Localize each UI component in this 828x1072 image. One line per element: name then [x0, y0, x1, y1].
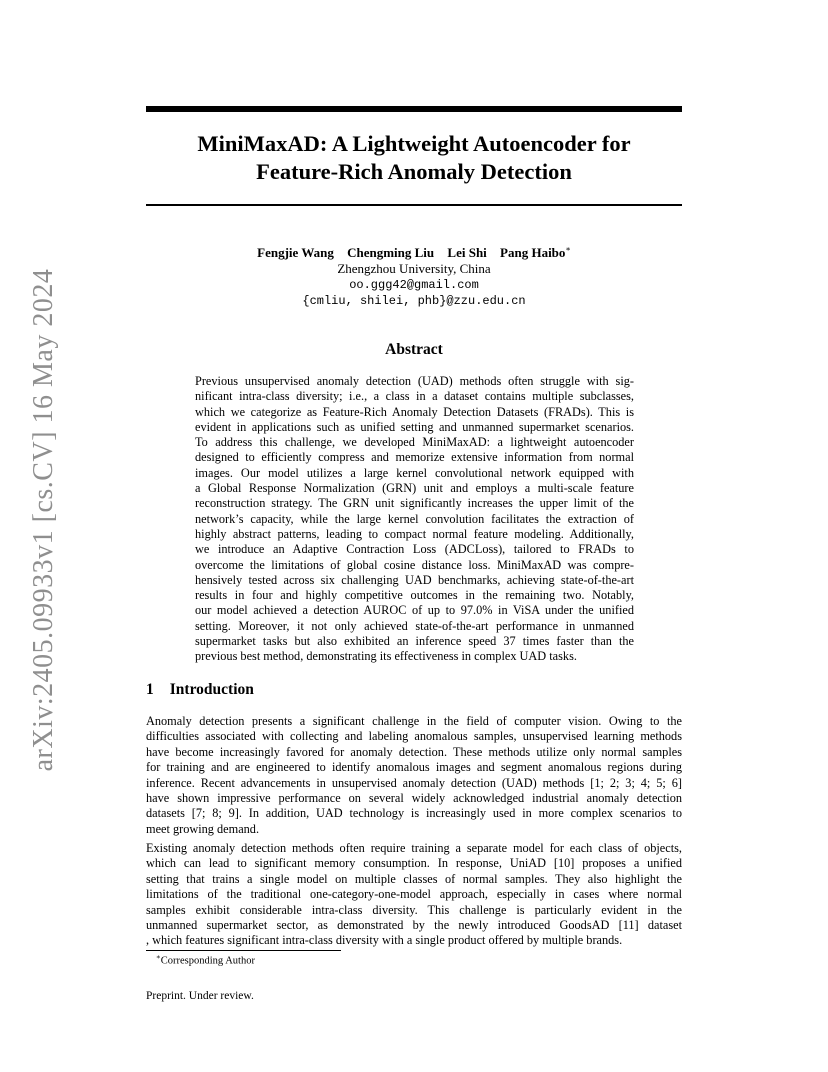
section-heading-introduction [146, 681, 254, 699]
section-number: 1 [146, 681, 154, 698]
text-line: have become increasingly favored for anomaly detection. These methods utilize only normal samples [146, 744, 682, 759]
text-line: hensively tested across six challenging UAD benchmarks, achieving state-of-the-art [195, 572, 634, 587]
footnote-rule [146, 950, 341, 951]
author-name: Fengjie Wang [257, 245, 334, 261]
author-names [146, 242, 682, 261]
text-line: network’s capacity, while the large kernel convolution facilitates the extraction of [195, 511, 634, 526]
footnote-mark: ∗ [156, 953, 161, 961]
affiliation: Zhengzhou University, China [337, 261, 491, 277]
text-line: meet growing demand. [146, 821, 260, 836]
text-line: inference. Recent advancements in unsupervised anomaly detection (UAD) methods [1; 2; 3; 4; 5; 6] [146, 775, 682, 790]
text-line: we introduce an Adaptive Contraction Loss (ADCLoss), tailored to FRADs to [195, 542, 634, 557]
section-title: Introduction [169, 681, 254, 698]
text-line: unmanned supermarket sector, as demonstrated by the newly introduced GoodsAD [11] dataset [146, 918, 682, 933]
author-name: Lei Shi [447, 245, 487, 261]
author-email[interactable]: oo.ggg42@gmail.com [349, 278, 479, 293]
text-line: supermarket tasks but also exhibited an inference speed 37 times faster than the [195, 634, 634, 649]
text-line: samples exhibit considerable intra-class diversity. This challenge is particularly evident in the [146, 902, 682, 917]
text-line: To address this challenge, we developed MiniMaxAD: a lightweight autoencoder [195, 435, 634, 450]
intro-paragraph-1 [146, 714, 682, 837]
text-line: which can lead to significant memory consumption. In response, UniAD [10] proposes a unified [146, 856, 682, 871]
text-line: overcome the limitations of global cosine distance loss. MiniMaxAD was compre- [195, 557, 634, 572]
text-line: setting. Moreover, it not only achieved state-of-the-art performance in unmanned [195, 618, 634, 633]
abstract-body [195, 374, 634, 665]
title-top-rule [146, 106, 682, 112]
text-line: images. Our model utilizes a large kernel convolutional network equipped with [195, 465, 634, 480]
title-line-1: MiniMaxAD: A Lightweight Autoencoder for [197, 131, 631, 156]
title-line-2: Feature-Rich Anomaly Detection [256, 159, 572, 184]
text-line: Existing anomaly detection methods often require training a separate model for each class of objects, [146, 841, 682, 855]
text-line: Anomaly detection presents a significant challenge in the field of computer vision. Owing to the [146, 714, 682, 728]
corresponding-author-mark: ∗ [565, 245, 571, 254]
author-name: Chengming Liu [347, 245, 435, 261]
text-line: evident in applications such as unified setting and unmanned supermarket scenarios. [195, 419, 634, 434]
author-name-text: Pang Haibo [500, 245, 566, 261]
title-bottom-rule [146, 204, 682, 206]
text-line: a Global Response Normalization (GRN) unit and employs a multi-scale feature [195, 481, 634, 496]
text-line: for training and are engineered to identify anomalous images and segment anomalous regions during [146, 760, 682, 775]
text-line: nificant intra-class diversity; i.e., a class in a dataset contains multiple subclasses, [195, 389, 634, 404]
footnote [156, 953, 255, 967]
paper-title [146, 130, 682, 186]
text-line: reconstruction strategy. The GRN unit significantly increases the upper limit of the [195, 496, 634, 511]
text-line: setting that trains a single model on multiple classes of normal samples. They also highlight the [146, 871, 682, 886]
text-line: our model achieved a detection AUROC of up to 97.0% in ViSA under the unified [195, 603, 634, 618]
preprint-notice: Preprint. Under review. [146, 990, 254, 1002]
intro-paragraph-2 [146, 841, 682, 949]
text-line: designed to efficiently compress and memorize extensive information from normal [195, 450, 634, 465]
text-line: which we categorize as Feature-Rich Anomaly Detection Datasets (FRADs). This is [195, 404, 634, 419]
text-line: Previous unsupervised anomaly detection (UAD) methods often struggle with sig- [195, 374, 634, 388]
text-line: highly abstract patterns, leading to compact normal feature modeling. Additionally, [195, 526, 634, 541]
footnote-text: Corresponding Author [160, 955, 255, 967]
text-line: limitations of the traditional one-category-one-model approach, especially in cases where normal [146, 887, 682, 902]
author-block [146, 242, 682, 309]
text-line: have shown impressive performance on several widely acknowledged industrial anomaly detection [146, 791, 682, 806]
author-name [500, 245, 571, 260]
text-line: difficulties associated with collecting and labeling anomalous samples, unsupervised learning methods [146, 729, 682, 744]
text-line: previous best method, demonstrating its effectiveness in complex UAD tasks. [195, 649, 577, 664]
arxiv-identifier-stamp: arXiv:2405.09933v1 [cs.CV] 16 May 2024 [28, 268, 59, 772]
abstract-heading: Abstract [385, 341, 443, 358]
text-line: results in four and highly competitive outcomes in the remaining two. Notably, [195, 588, 634, 603]
author-email-group[interactable]: {cmliu, shilei, phb}@zzu.edu.cn [302, 294, 526, 309]
text-line: , which features significant intra-class diversity with a single product offered by multiple brands. [146, 933, 623, 948]
text-line: datasets [7; 8; 9]. In addition, UAD technology is increasingly used in more complex scenarios to [146, 806, 682, 821]
